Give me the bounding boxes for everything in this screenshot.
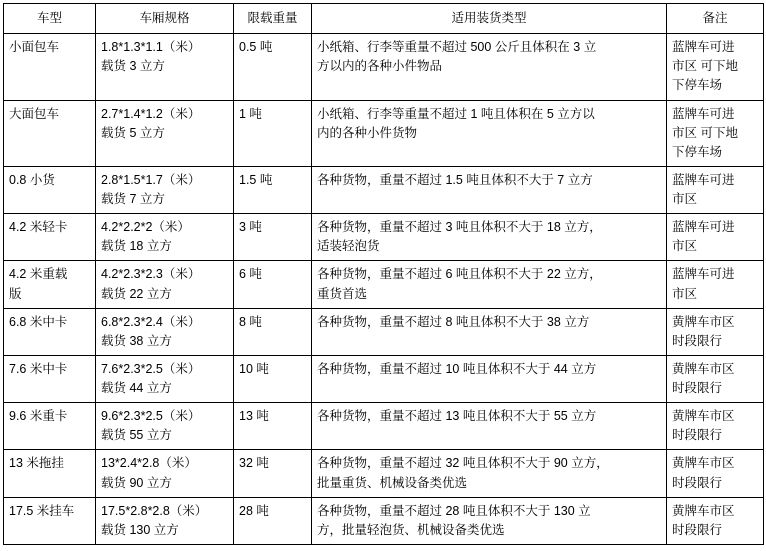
table-row — [4, 214, 764, 261]
cell-spec — [96, 355, 234, 402]
table-row — [4, 497, 764, 544]
cell-cargo — [312, 100, 667, 166]
cell-remark-line: 蓝牌车可进 — [672, 220, 735, 235]
cell-load — [234, 34, 312, 100]
cell-remark-line: 下停车场 — [672, 78, 723, 93]
cell-cargo-line: 各种货物，重量不超过 32 吨且体积不大于 90 立方， — [317, 456, 609, 471]
table-row — [4, 308, 764, 355]
cell-load — [234, 214, 312, 261]
cell-spec-line: 载货 3 立方 — [101, 59, 165, 74]
cell-cargo-line: 各种货物，重量不超过 10 吨且体积不大于 44 立方 — [317, 361, 597, 376]
table-row — [4, 355, 764, 402]
cell-cargo-line: 方以内的各种小件物品 — [317, 59, 443, 74]
cell-load-line: 28 吨 — [239, 503, 269, 518]
cell-load — [234, 100, 312, 166]
cell-remark — [667, 100, 764, 166]
cell-spec-line: 9.6*2.3*2.5（米） — [101, 409, 201, 424]
cell-load-line: 8 吨 — [239, 314, 262, 329]
cell-cargo — [312, 403, 667, 450]
cell-cargo-line: 小纸箱、行李等重量不超过 500 公斤且体积在 3 立 — [317, 40, 597, 55]
cell-spec-line: 载货 130 立方 — [101, 522, 179, 537]
table-row — [4, 166, 764, 213]
cell-remark — [667, 214, 764, 261]
cell-remark — [667, 355, 764, 402]
cell-remark-line: 黄牌车市区 — [672, 409, 735, 424]
cell-cargo-line: 各种货物，重量不超过 3 吨且体积不大于 18 立方， — [317, 220, 602, 235]
column-header-load: 限载重量 — [234, 4, 312, 34]
cell-load — [234, 403, 312, 450]
cell-cargo — [312, 355, 667, 402]
table-row — [4, 403, 764, 450]
cell-spec-line: 载货 7 立方 — [101, 192, 165, 206]
cell-cargo — [312, 34, 667, 100]
cell-remark-line: 蓝牌车可进 — [672, 267, 735, 282]
cell-load-line: 3 吨 — [239, 220, 262, 235]
cell-load-line: 1 吨 — [239, 106, 262, 121]
cell-spec — [96, 450, 234, 497]
cell-model-line: 17.5 米挂车 — [9, 503, 75, 518]
cell-spec-line: 7.6*2.3*2.5（米） — [101, 361, 201, 376]
cell-cargo-line: 各种货物，重量不超过 28 吨且体积不大于 130 立 — [317, 503, 591, 518]
cell-model-line: 小面包车 — [9, 40, 60, 55]
cell-model — [4, 355, 96, 402]
cell-remark — [667, 497, 764, 544]
cell-spec-line: 载货 18 立方 — [101, 239, 172, 254]
cell-cargo-line: 内的各种小件货物 — [317, 125, 418, 140]
column-header-cargo: 适用装货类型 — [312, 4, 667, 34]
cell-cargo-line: 小纸箱、行李等重量不超过 1 吨且体积在 5 立方以 — [317, 106, 595, 121]
cell-model-line: 0.8 小货 — [9, 172, 55, 187]
cell-cargo-line: 各种货物，重量不超过 13 吨且体积不大于 55 立方 — [317, 409, 597, 424]
table-row — [4, 100, 764, 166]
cell-model-line: 版 — [9, 286, 22, 301]
cell-load-line: 10 吨 — [239, 361, 269, 376]
cell-model — [4, 100, 96, 166]
cell-remark-line: 下停车场 — [672, 144, 723, 159]
table-body — [4, 34, 764, 545]
cell-spec-line: 载货 22 立方 — [101, 286, 172, 301]
cell-spec — [96, 100, 234, 166]
table-row — [4, 261, 764, 308]
cell-model-line: 6.8 米中卡 — [9, 314, 68, 329]
cell-model-line: 大面包车 — [9, 106, 60, 121]
cell-spec-line: 6.8*2.3*2.4（米） — [101, 314, 201, 329]
cell-remark-line: 时段限行 — [672, 333, 723, 348]
cell-spec-line: 13*2.4*2.8（米） — [101, 456, 197, 471]
cell-spec — [96, 308, 234, 355]
cell-load-line: 6 吨 — [239, 267, 262, 282]
cell-cargo — [312, 308, 667, 355]
cell-remark-line: 蓝牌车可进 — [672, 40, 735, 55]
cell-load — [234, 166, 312, 213]
cell-model — [4, 214, 96, 261]
cell-remark — [667, 34, 764, 100]
cell-remark-line: 黄牌车市区 — [672, 456, 735, 471]
cell-load — [234, 308, 312, 355]
cell-load — [234, 497, 312, 544]
cell-remark-line: 黄牌车市区 — [672, 314, 735, 329]
cell-cargo-line: 适装轻泡货 — [317, 239, 380, 254]
vehicle-specification-table — [3, 3, 764, 545]
cell-model — [4, 166, 96, 213]
cell-spec — [96, 214, 234, 261]
cell-remark-line: 黄牌车市区 — [672, 361, 735, 376]
cell-spec-line: 载货 90 立方 — [101, 475, 172, 490]
table-row — [4, 450, 764, 497]
cell-spec-line: 4.2*2.2*2（米） — [101, 220, 190, 235]
cell-spec-line: 17.5*2.8*2.8（米） — [101, 503, 208, 518]
cell-remark-line: 市区 — [672, 192, 698, 206]
cell-cargo — [312, 166, 667, 213]
cell-spec-line: 4.2*2.3*2.3（米） — [101, 267, 201, 282]
cell-load-line: 13 吨 — [239, 409, 269, 424]
cell-remark-line: 市区 — [672, 286, 698, 301]
cell-spec-line: 2.7*1.4*1.2（米） — [101, 106, 201, 121]
cell-spec-line: 载货 55 立方 — [101, 428, 172, 443]
table-header — [4, 4, 764, 34]
cell-load-line: 0.5 吨 — [239, 40, 273, 55]
cell-spec — [96, 497, 234, 544]
cell-remark-line: 时段限行 — [672, 381, 723, 395]
cell-remark — [667, 450, 764, 497]
cell-cargo-line: 各种货物，重量不超过 1.5 吨且体积不大于 7 立方 — [317, 172, 593, 187]
cell-remark — [667, 403, 764, 450]
cell-remark — [667, 166, 764, 213]
cell-cargo-line: 各种货物，重量不超过 6 吨且体积不大于 22 立方， — [317, 267, 602, 282]
column-header-spec: 车厢规格 — [96, 4, 234, 34]
cell-model-line: 13 米拖挂 — [9, 456, 64, 471]
cell-cargo — [312, 497, 667, 544]
cell-remark-line: 黄牌车市区 — [672, 503, 735, 518]
cell-spec-line: 载货 5 立方 — [101, 125, 165, 140]
cell-cargo-line: 方，批量轻泡货、机械设备类优选 — [317, 522, 505, 537]
cell-model — [4, 403, 96, 450]
cell-remark-line: 市区 — [672, 239, 698, 254]
table-row — [4, 34, 764, 100]
cell-cargo-line: 各种货物，重量不超过 8 吨且体积不大于 38 立方 — [317, 314, 590, 329]
cell-model — [4, 308, 96, 355]
cell-load-line: 1.5 吨 — [239, 172, 273, 187]
cell-remark-line: 蓝牌车可进 — [672, 106, 735, 121]
cell-load — [234, 450, 312, 497]
cell-model — [4, 261, 96, 308]
cell-remark-line: 蓝牌车可进 — [672, 172, 735, 187]
cell-spec — [96, 261, 234, 308]
table-header-row — [4, 4, 764, 34]
cell-cargo-line: 批量重货、机械设备类优选 — [317, 475, 468, 490]
cell-load-line: 32 吨 — [239, 456, 269, 471]
cell-model-line: 4.2 米轻卡 — [9, 220, 68, 235]
cell-remark-line: 市区 可下地 — [672, 125, 738, 140]
cell-spec — [96, 166, 234, 213]
cell-spec — [96, 403, 234, 450]
cell-cargo — [312, 450, 667, 497]
cell-spec-line: 载货 44 立方 — [101, 381, 172, 395]
cell-model — [4, 34, 96, 100]
column-header-model: 车型 — [4, 4, 96, 34]
cell-model-line: 7.6 米中卡 — [9, 361, 68, 376]
cell-remark-line: 时段限行 — [672, 428, 723, 443]
cell-model — [4, 497, 96, 544]
cell-remark-line: 市区 可下地 — [672, 59, 738, 74]
cell-cargo — [312, 261, 667, 308]
cell-load — [234, 355, 312, 402]
cell-cargo-line: 重货首选 — [317, 286, 368, 301]
cell-spec-line: 1.8*1.3*1.1（米） — [101, 40, 201, 55]
cell-remark — [667, 308, 764, 355]
cell-remark — [667, 261, 764, 308]
cell-model-line: 9.6 米重卡 — [9, 409, 68, 424]
cell-remark-line: 时段限行 — [672, 522, 723, 537]
cell-remark-line: 时段限行 — [672, 475, 723, 490]
cell-model — [4, 450, 96, 497]
cell-model-line: 4.2 米重载 — [9, 267, 68, 282]
cell-spec — [96, 34, 234, 100]
cell-spec-line: 2.8*1.5*1.7（米） — [101, 172, 201, 187]
cell-load — [234, 261, 312, 308]
cell-spec-line: 载货 38 立方 — [101, 333, 172, 348]
cell-cargo — [312, 214, 667, 261]
column-header-remark: 备注 — [667, 4, 764, 34]
